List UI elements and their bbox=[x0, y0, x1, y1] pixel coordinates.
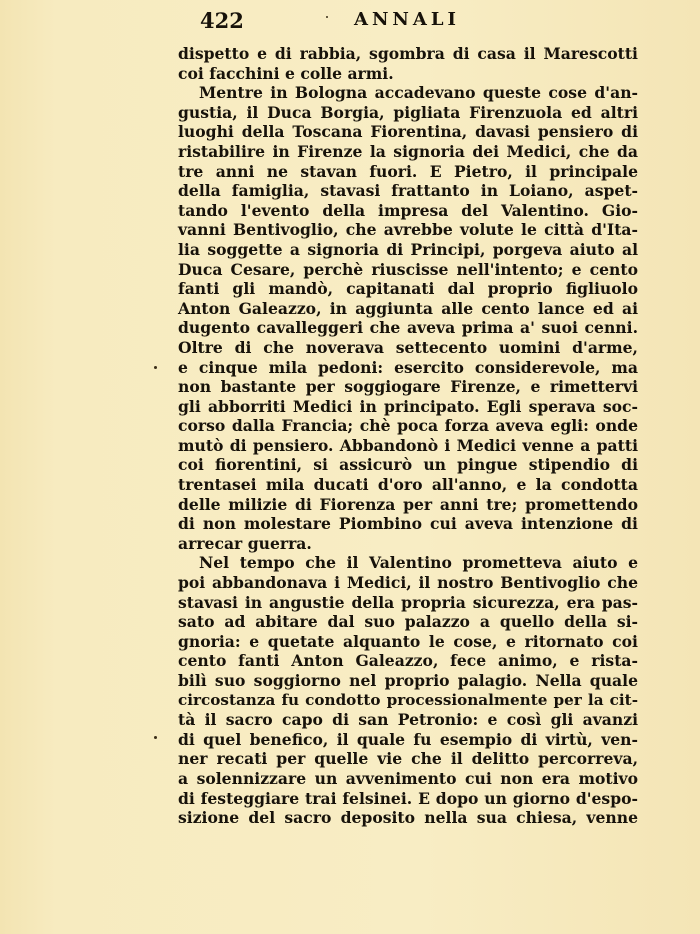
paragraph-start-line: Mentre in Bologna accadevano queste cose d'an- bbox=[199, 83, 638, 103]
text-line: Oltre di che noverava settecento uomini d'arme, bbox=[178, 337, 638, 357]
text-line: Anton Galeazzo, in aggiunta alle cento lance ed ai bbox=[178, 298, 638, 318]
text-line: di non molestare Piombino cui aveva intenzione di bbox=[178, 514, 638, 534]
text-line: vanni Bentivoglio, che avrebbe volute le città d'Ita- bbox=[178, 220, 638, 240]
text-line: gnoria: e quetate alquanto le cose, e ritornato coi bbox=[178, 631, 638, 651]
text-line: tre anni ne stavan fuori. E Pietro, il principale bbox=[178, 161, 638, 181]
text-line: e cinque mila pedoni: esercito considerevole, ma bbox=[178, 357, 638, 377]
text-line: fanti gli mandò, capitanati dal proprio figliuolo bbox=[178, 279, 638, 299]
text-line: delle milizie di Fiorenza per anni tre; promettendo bbox=[178, 494, 638, 514]
print-speck bbox=[154, 366, 157, 369]
text-line: non bastante per soggiogare Firenze, e rimettervi bbox=[178, 377, 638, 397]
print-speck bbox=[154, 736, 157, 739]
text-line: della famiglia, stavasi frattanto in Loiano, aspet- bbox=[178, 181, 638, 201]
text-line: coi facchini e colle armi. bbox=[178, 63, 394, 83]
text-line: bilì suo soggiorno nel proprio palagio. Nella quale bbox=[178, 671, 638, 690]
text-line: di quel benefico, il quale fu esempio di virtù, ven- bbox=[178, 729, 638, 749]
text-line: gli abborriti Medici in principato. Egli sperava soc- bbox=[178, 396, 638, 416]
text-line: dugento cavalleggeri che aveva prima a' suoi cenni. bbox=[178, 318, 638, 338]
text-line: stavasi in angustie della propria sicurezza, era pas- bbox=[178, 592, 638, 612]
page-number: 422 bbox=[200, 8, 244, 33]
text-line: di festeggiare trai felsinei. E dopo un giorno d'espo- bbox=[178, 788, 638, 808]
page-header bbox=[178, 8, 638, 36]
text-line: luoghi della Toscana Fiorentina, davasi pensiero di bbox=[178, 122, 638, 142]
text-line: lia soggette a signoria di Principi, porgeva aiuto al bbox=[178, 239, 638, 259]
text-line: gustia, il Duca Borgia, pigliata Firenzuola ed altri bbox=[178, 102, 638, 122]
text-line: circostanza fu condotto processionalmente per la cit- bbox=[178, 690, 638, 709]
text-line: dispetto e di rabbia, sgombra di casa il Marescotti bbox=[178, 44, 638, 63]
text-line: a solennizzare un avvenimento cui non era motivo bbox=[178, 768, 638, 788]
text-line: corso dalla Francia; chè poca forza aveva egli: onde bbox=[178, 416, 638, 436]
text-line: sato ad abitare dal suo palazzo a quello della si- bbox=[178, 612, 638, 632]
text-line: ristabilire in Firenze la signoria dei Medici, che da bbox=[178, 141, 638, 161]
text-line: arrecar guerra. bbox=[178, 533, 312, 553]
text-line: sizione del sacro deposito nella sua chiesa, venne bbox=[178, 808, 638, 828]
text-line: mutò di pensiero. Abbandonò i Medici venne a patti bbox=[178, 435, 638, 455]
text-line: ner recati per quelle vie che il delitto percorreva, bbox=[178, 749, 638, 769]
text-line: cento fanti Anton Galeazzo, fece animo, e rista- bbox=[178, 651, 638, 671]
text-line: trentasei mila ducati d'oro all'anno, e la condotta bbox=[178, 475, 638, 495]
paragraph-start-line: Nel tempo che il Valentino prometteva aiuto e bbox=[199, 553, 638, 573]
text-line: tà il sacro capo di san Petronio: e così gli avanzi bbox=[178, 710, 638, 730]
text-line: coi fiorentini, si assicurò un pingue stipendio di bbox=[178, 455, 638, 475]
text-line: tando l'evento della impresa del Valentino. Gio- bbox=[178, 200, 638, 220]
body-text bbox=[178, 44, 638, 828]
text-line: Duca Cesare, perchè riuscisse nell'intento; e cento bbox=[178, 259, 638, 279]
print-speck bbox=[326, 16, 328, 18]
running-head: ANNALI bbox=[354, 9, 460, 30]
text-line: poi abbandonava i Medici, il nostro Bentivoglio che bbox=[178, 573, 638, 593]
